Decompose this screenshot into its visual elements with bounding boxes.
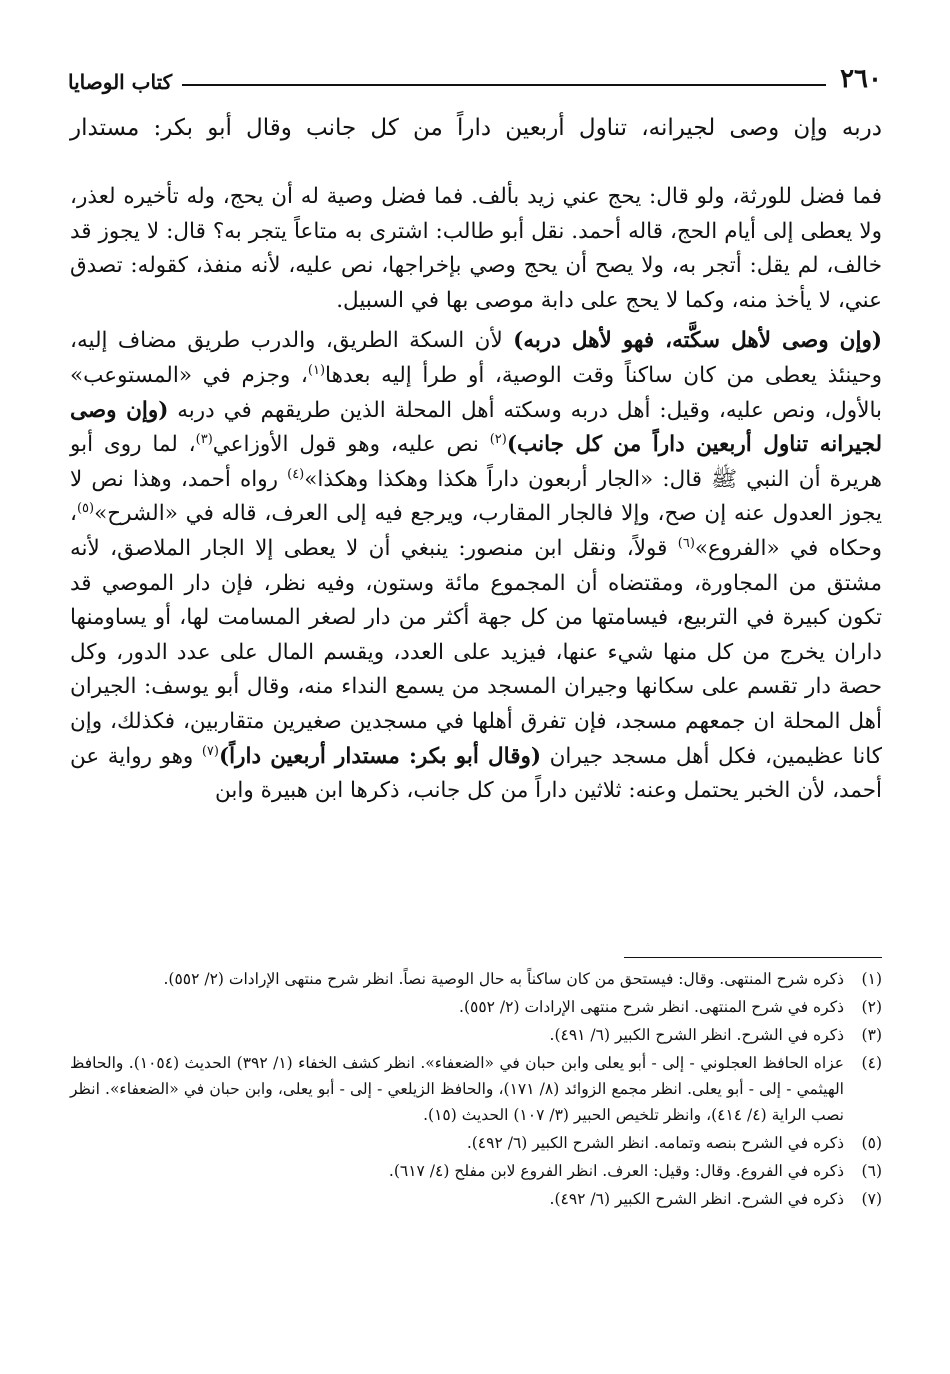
matn-quote: (وإن وصى لأهل سكَّته، فهو لأهل دربه) xyxy=(513,328,882,354)
text-run: نص عليه، وهو قول الأوزاعي xyxy=(212,432,490,458)
footnote-ref: (٣) xyxy=(195,432,213,447)
footnote xyxy=(70,966,882,992)
text-run: لأن السكة الطريق، والدرب طريق مضاف إليه، وحينئذ يعطى من كان ساكناً وقت الوصية، أو طرأ إليه بعدها xyxy=(70,328,882,388)
page-number: ٢٦٠ xyxy=(840,64,882,94)
footnote-ref: (٦) xyxy=(677,535,695,551)
page-header xyxy=(68,50,882,92)
footnote-number: (٥) xyxy=(861,1134,882,1152)
footnote xyxy=(70,1022,882,1048)
footnote-text: ذكره في شرح المنتهى. انظر شرح منتهى الإرادات (٢/ ٥٥٢). xyxy=(459,998,844,1016)
text-run: ، لما روى أبو هريرة أن النبي ﷺ قال: «الجار أربعون داراً هكذا وهكذا وهكذا» xyxy=(70,432,882,492)
footnote xyxy=(70,1130,882,1156)
paragraph-1: فما فضل للورثة، ولو قال: يحج عني زيد بألف. فما فضل وصية له أن يحج، وله تأخيره لعذر، ولا يعطى إلى أيام الحج، قاله أحمد. نقل أبو طالب: اشترى به متاعاً يتجر به؟ قال: لا يجوز قد خالف، لم يقل: أتجر به، ولا يصح أن يحج وصي بإخراجها، نص عليه، لأنه منفذ، كقوله: تصدق عني، لا يأخذ منه، وكما لا يحج على دابة موصى بها في السبيل. xyxy=(70,184,882,313)
footnote xyxy=(70,994,882,1020)
footnote-number: (١) xyxy=(861,970,882,988)
footnote-text: ذكره في الفروع. وقال: وقيل: العرف. انظر الفروع لابن مفلح (٤/ ٦١٧). xyxy=(388,1162,844,1180)
footnote-text: عزاه الحافظ العجلوني - إلى - أبو يعلى وابن حبان في «الضعفاء». انظر كشف الخفاء (١/ ٣٩٢) الحديث (١٠٥٤). والحافظ الهيثمي - إلى - أبو يعلى. انظر مجمع الزوائد (٨/ ١٧١)، والحافظ الزيلعي - إلى - أبو يعلى، وابن حبان في «الضعفاء». انظر نصب الراية (٤/ ٤١٤)، وانظر تلخيص الحبير (٣/ ١٠٧) الحديث (١٥). xyxy=(70,1054,845,1124)
footnote-text: ذكره شرح المنتهى. وقال: فيستحق من كان ساكناً به حال الوصية نصاً. انظر شرح منتهى الإرادات (٢/ ٥٥٢). xyxy=(163,970,844,988)
matn-line: دربه وإن وصى لجيرانه، تناول أربعين داراً من كل جانب وقال أبو بكر: مستدار xyxy=(70,115,882,141)
footnote-ref: (٥) xyxy=(76,501,95,517)
footnote-text: ذكره في الشرح بنصه وتمامه. انظر الشرح الكبير (٦/ ٤٩٢). xyxy=(466,1134,844,1152)
matn-quote: (وقال أبو بكر: مستدار أربعين داراً) xyxy=(218,743,542,769)
text-run: رواه أحمد، وهذا نص لا يجوز العدول عنه إن صح، وإلا فالجار المقارب، ويرجع فيه إلى العرف، قاله في «الشرح» xyxy=(70,466,882,527)
footnote-number: (٢) xyxy=(861,998,882,1016)
footnote-number: (٣) xyxy=(861,1026,882,1044)
footnote-ref: (٤) xyxy=(287,466,305,482)
footnote-ref: (١) xyxy=(307,362,326,378)
text-run: ، وجزم في «المستوعب» بالأول، ونص عليه، وقيل: أهل دربه وسكته أهل المحلة الذين طريقهم في دربه xyxy=(70,362,882,423)
footnote-number: (٦) xyxy=(861,1162,882,1180)
footnote-text: ذكره في الشرح. انظر الشرح الكبير (٦/ ٤٩٢). xyxy=(549,1190,844,1208)
footnote xyxy=(70,1186,882,1212)
paragraph-2 xyxy=(70,324,882,808)
running-title: كتاب الوصايا xyxy=(68,70,173,94)
footnote xyxy=(70,1158,882,1184)
footnote-ref: (٧) xyxy=(201,743,219,759)
footnote-separator xyxy=(624,957,882,958)
footnote-ref: (٢) xyxy=(489,432,507,447)
footnote-text: ذكره في الشرح. انظر الشرح الكبير (٦/ ٤٩١). xyxy=(549,1026,844,1044)
footnote-number: (٤) xyxy=(861,1054,882,1072)
text-run: ، وحكاه في «الفروع» xyxy=(70,501,882,561)
header-rule xyxy=(182,84,826,86)
text-run: قولاً، ونقل ابن منصور: ينبغي أن لا يعطى إلا الجار الملاصق، لأنه مشتق من المجاورة، ومقتضاه أن المجموع مائة وستون، وفيه نظر، فإن دار الموصي قد تكون كبيرة في التربيع، فيسامتها من كل جهة أكثر من دار لصغر المسامت لها، أو يساومنها داران يخرج من كل منها شيء عنها، فيزيد على العدد، ويقسم المال على عدد الدور، وكل حصة دار تقسم على سكانها وجيران المسجد من يسمع النداء منه، وقال أبو يوسف: الجيران أهل المحلة ان جمعهم مسجد، فإن تفرق أهلها في مسجدين صغيرين متقاربين، فكذلك، وإن كانا عظيمين، فكل أهل مسجد جيران xyxy=(70,535,882,769)
commentary-body xyxy=(70,180,882,809)
footnote xyxy=(70,1050,882,1128)
matn-quote: (وإن وصى لجيرانه تناول أربعين داراً من كل جانب) xyxy=(70,397,882,458)
footnotes xyxy=(70,966,882,1214)
text-run: وهو رواية عن أحمد، لأن الخبر يحتمل وعنه: ثلاثين داراً من كل جانب، ذكرها ابن هبيرة وابن xyxy=(70,743,882,804)
footnote-number: (٧) xyxy=(861,1190,882,1208)
